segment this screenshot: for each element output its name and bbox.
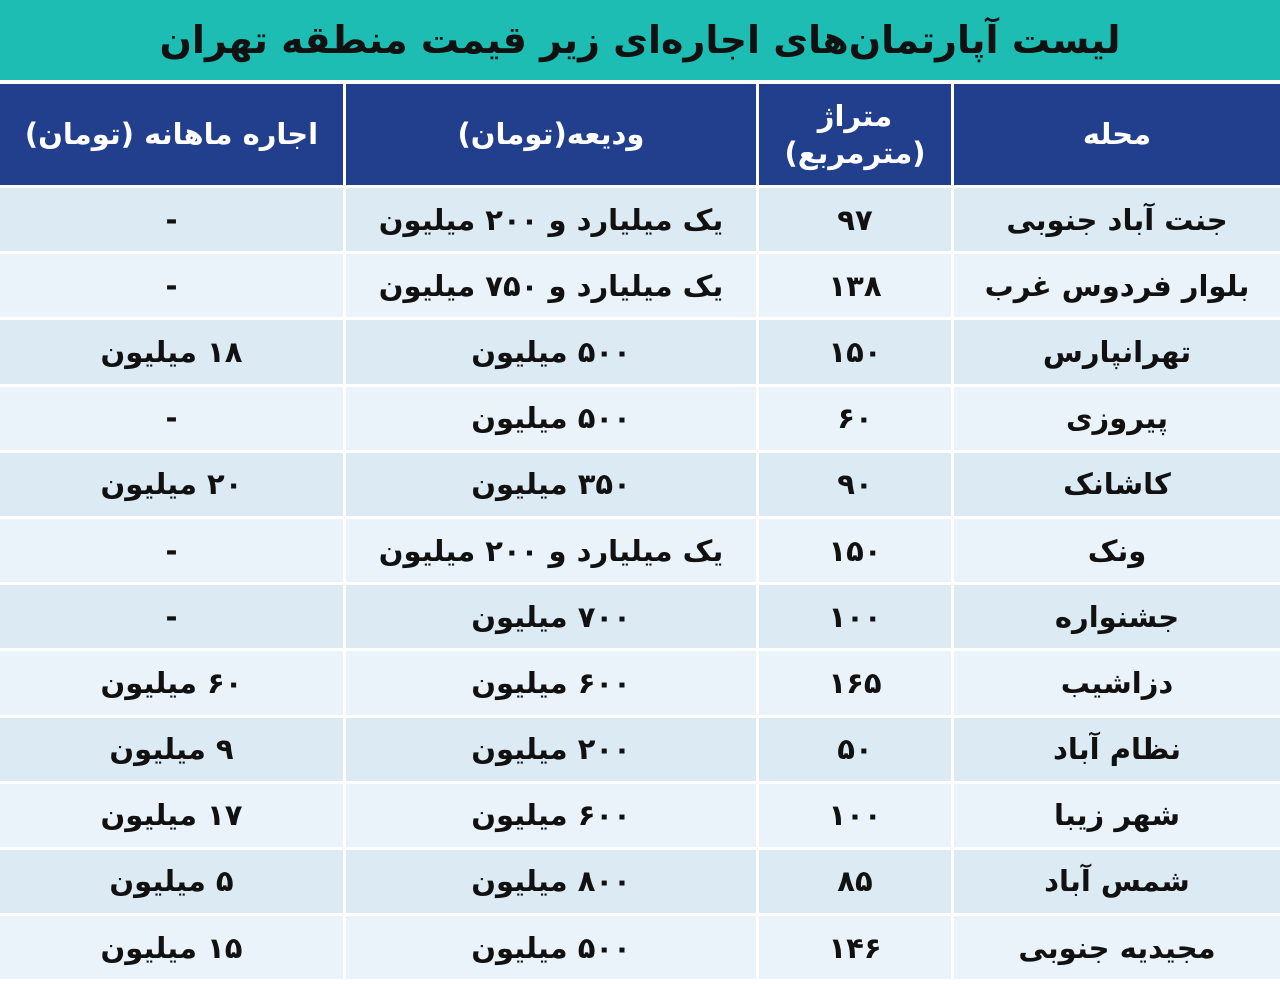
cell-rent: ۵ میلیون	[0, 850, 346, 916]
cell-area: ۹۷	[759, 188, 954, 254]
cell-rent: ۲۰ میلیون	[0, 453, 346, 519]
cell-deposit: ۷۰۰ میلیون	[346, 585, 759, 651]
cell-neighborhood: جنت آباد جنوبی	[954, 188, 1280, 254]
cell-rent: -	[0, 585, 346, 651]
cell-deposit: ۵۰۰ میلیون	[346, 387, 759, 453]
cell-area: ۶۰	[759, 387, 954, 453]
cell-deposit: یک میلیارد و ۲۰۰ میلیون	[346, 519, 759, 585]
cell-rent: -	[0, 254, 346, 320]
cell-neighborhood: مجیدیه جنوبی	[954, 916, 1280, 982]
cell-area: ۸۵	[759, 850, 954, 916]
header-rent: اجاره ماهانه (تومان)	[0, 84, 346, 188]
cell-neighborhood: ونک	[954, 519, 1280, 585]
rentals-table	[0, 84, 1280, 982]
cell-area: ۱۰۰	[759, 784, 954, 850]
cell-deposit: ۳۵۰ میلیون	[346, 453, 759, 519]
cell-rent: -	[0, 188, 346, 254]
cell-deposit: ۸۰۰ میلیون	[346, 850, 759, 916]
cell-area: ۱۵۰	[759, 320, 954, 386]
header-area: متراژ (مترمربع)	[759, 84, 954, 188]
cell-rent: ۱۸ میلیون	[0, 320, 346, 386]
header-deposit: ودیعه(تومان)	[346, 84, 759, 188]
cell-rent: ۱۵ میلیون	[0, 916, 346, 982]
cell-neighborhood: پیروزی	[954, 387, 1280, 453]
cell-area: ۵۰	[759, 718, 954, 784]
cell-neighborhood: جشنواره	[954, 585, 1280, 651]
cell-rent: ۹ میلیون	[0, 718, 346, 784]
cell-deposit: ۵۰۰ میلیون	[346, 320, 759, 386]
cell-deposit: یک میلیارد و ۷۵۰ میلیون	[346, 254, 759, 320]
cell-deposit: ۵۰۰ میلیون	[346, 916, 759, 982]
cell-rent: -	[0, 519, 346, 585]
cell-rent: ۶۰ میلیون	[0, 651, 346, 717]
cell-neighborhood: شهر زیبا	[954, 784, 1280, 850]
cell-rent: -	[0, 387, 346, 453]
cell-area: ۹۰	[759, 453, 954, 519]
cell-area: ۱۳۸	[759, 254, 954, 320]
cell-deposit: ۶۰۰ میلیون	[346, 784, 759, 850]
cell-deposit: ۲۰۰ میلیون	[346, 718, 759, 784]
cell-neighborhood: کاشانک	[954, 453, 1280, 519]
cell-area: ۱۵۰	[759, 519, 954, 585]
cell-area: ۱۶۵	[759, 651, 954, 717]
cell-deposit: ۶۰۰ میلیون	[346, 651, 759, 717]
cell-neighborhood: تهرانپارس	[954, 320, 1280, 386]
cell-neighborhood: بلوار فردوس غرب	[954, 254, 1280, 320]
title-bar	[0, 0, 1280, 80]
cell-neighborhood: دزاشیب	[954, 651, 1280, 717]
cell-area: ۱۰۰	[759, 585, 954, 651]
cell-neighborhood: نظام آباد	[954, 718, 1280, 784]
page-title: لیست آپارتمان‌های اجاره‌ای زیر قیمت منطقه تهران	[159, 18, 1121, 62]
header-neighborhood: محله	[954, 84, 1280, 188]
cell-deposit: یک میلیارد و ۲۰۰ میلیون	[346, 188, 759, 254]
cell-neighborhood: شمس آباد	[954, 850, 1280, 916]
cell-area: ۱۴۶	[759, 916, 954, 982]
cell-rent: ۱۷ میلیون	[0, 784, 346, 850]
